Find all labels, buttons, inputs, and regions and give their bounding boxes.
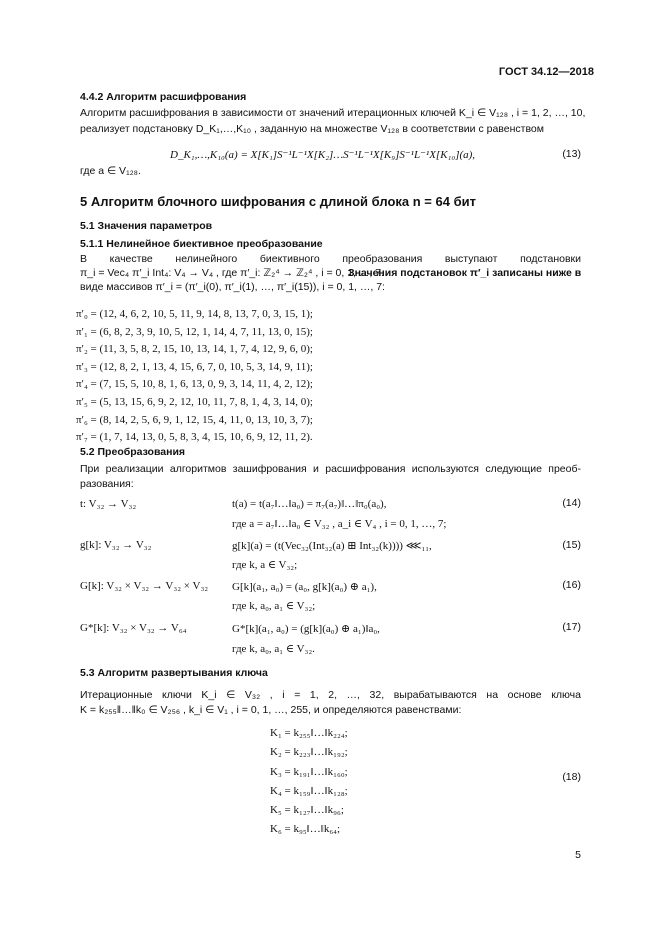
section-5-1-title: 5.1 Значения параметров (80, 220, 213, 232)
section-5-title: 5 Алгоритм блочного шифрования с длиной блока n = 64 бит (80, 194, 476, 209)
sbox-row: π′₂ = (11, 3, 5, 8, 2, 15, 10, 13, 14, 1, 7, 4, 12, 9, 6, 0); (76, 343, 313, 356)
round-key-row: K₆ = k₉₅‖…‖k₆₄; (270, 823, 341, 836)
transform-G-signature: G[k]: V₃₂ × V₃₂ → V₃₂ × V₃₂ (80, 580, 209, 592)
transform-t-where: где a = a₇‖…‖a₀ ∈ V₃₂ , a_i ∈ V₄ , i = 0, 1, …, 7; (232, 518, 447, 530)
transform-Gstar-where: где k, a₀, a₁ ∈ V₃₂. (232, 643, 315, 655)
transform-t-formula: t(a) = t(a₇‖…‖a₀) = π₇(a₇)‖…‖π₀(a₀), (232, 498, 387, 510)
transform-Gstar-formula: G*[k](a₁, a₀) = (g[k](a₀) ⊕ a₁)‖a₀, (232, 623, 380, 635)
formula-13-number: (13) (562, 148, 581, 160)
round-key-row: K₁ = k₂₅₅‖…‖k₂₂₄; (270, 727, 348, 739)
section-5-3-title: 5.3 Алгоритм развертывания ключа (80, 667, 268, 679)
sbox-row: π′₇ = (1, 7, 14, 13, 0, 5, 8, 3, 4, 15, 10, 6, 9, 12, 11, 2). (76, 431, 313, 444)
section-4-4-2-title: 4.4.2 Алгоритм расшифрования (80, 91, 247, 103)
sbox-row: π′₅ = (5, 13, 15, 6, 9, 2, 12, 10, 11, 7, 8, 1, 4, 3, 14, 0); (76, 395, 313, 408)
section-5-2-intro1: При реализации алгоритмов зашифрования и расшифрования используются следующие преоб- (80, 463, 581, 475)
formula-13: D_K₁,…,K₁₀(a) = X[K₁]S⁻¹L⁻¹X[K₂]…S⁻¹L⁻¹X[K₉]S⁻¹L⁻¹X[K₁₀](a), (170, 149, 476, 161)
transform-t-signature: t: V₃₂ → V₃₂ (80, 498, 137, 510)
section-4-4-2-line2: реализует подстановку D_K₁,…,K₁₀ , заданную на множестве V₁₂₈ в соответствии с равенством (80, 123, 544, 135)
formula-15-number: (15) (562, 539, 581, 551)
formula-13-where: где a ∈ V₁₂₈. (80, 165, 141, 177)
section-5-1-1-title: 5.1.1 Нелинейное биективное преобразование (80, 238, 323, 250)
sbox-row: π′₄ = (7, 15, 5, 10, 8, 1, 6, 13, 0, 9, 3, 14, 11, 4, 2, 12); (76, 378, 313, 391)
round-key-row: K₂ = k₂₂₃‖…‖k₁₉₂; (270, 746, 348, 759)
standard-header: ГОСТ 34.12—2018 (498, 66, 594, 78)
section-4-4-2-line1: Алгоритм расшифрования в зависимости от значений итерационных ключей K_i ∈ V₁₂₈ , i = 1, 2, …, 10, (80, 107, 586, 119)
section-5-3-line2: K = k₂₅₅‖…‖k₀ ∈ V₂₅₆ , k_i ∈ V₁ , i = 0, 1, …, 255, и определяются равенствами: (80, 704, 462, 716)
transform-G-where: где k, a₀, a₁ ∈ V₃₂; (232, 600, 316, 612)
section-5-1-1-line2a: π_i = Vec₄ π′_i Int₄: V₄ → V₄ , где π′_i: ℤ₂⁴ → ℤ₂⁴ , i = 0, 1, …, 7. (80, 267, 384, 279)
sbox-list (76, 306, 313, 447)
sbox-row: π′₁ = (6, 8, 2, 3, 9, 10, 5, 12, 1, 14, 4, 7, 11, 13, 0, 15); (76, 325, 313, 338)
section-5-1-1-line3: виде массивов π′_i = (π′_i(0), π′_i(1), …, π′_i(15)), i = 0, 1, …, 7: (80, 281, 385, 293)
section-5-1-1-line2b (348, 267, 581, 279)
section-5-2-title: 5.2 Преобразования (80, 446, 186, 458)
sbox-row: π′₆ = (8, 14, 2, 5, 6, 9, 1, 12, 15, 4, 11, 0, 13, 10, 3, 7); (76, 413, 313, 426)
section-5-3-line1: Итерационные ключи K_i ∈ V₃₂ , i = 1, 2, …, 32, вырабатываются на основе ключа (80, 689, 581, 701)
sbox-row: π′₀ = (12, 4, 6, 2, 10, 5, 11, 9, 14, 8, 13, 7, 0, 3, 15, 1); (76, 308, 313, 320)
transform-g-where: где k, a ∈ V₃₂; (232, 559, 298, 571)
section-5-1-1-line1: В качестве нелинейного биективного преобразования выступают подстановки (80, 253, 581, 265)
transform-Gstar-signature: G*[k]: V₃₂ × V₃₂ → V₆₄ (80, 622, 187, 634)
round-keys-list (270, 724, 348, 840)
section-5-2-intro2: разования: (80, 478, 134, 490)
formula-17-number: (17) (562, 621, 581, 633)
formula-16-number: (16) (562, 579, 581, 591)
sbox-values-phrase: Значения подстановок π′_i записаны ниже в (348, 267, 582, 279)
round-key-row: K₃ = k₁₉₁‖…‖k₁₆₀; (270, 765, 348, 778)
formula-18-number: (18) (562, 771, 581, 783)
transform-G-formula: G[k](a₁, a₀) = (a₀, g[k](a₀) ⊕ a₁), (232, 581, 377, 593)
transform-g-formula: g[k](a) = (t(Vec₃₂(Int₃₂(a) ⊞ Int₃₂(k)))) ⋘₁₁, (232, 540, 432, 552)
round-key-row: K₄ = k₁₅₉‖…‖k₁₂₈; (270, 784, 348, 797)
sbox-row: π′₃ = (12, 8, 2, 1, 13, 4, 15, 6, 7, 0, 10, 5, 3, 14, 9, 11); (76, 360, 313, 373)
transform-g-signature: g[k]: V₃₂ → V₃₂ (80, 539, 152, 551)
page-number: 5 (575, 849, 581, 861)
formula-14-number: (14) (562, 497, 581, 509)
round-key-row: K₅ = k₁₂₇‖…‖k₉₆; (270, 804, 344, 817)
